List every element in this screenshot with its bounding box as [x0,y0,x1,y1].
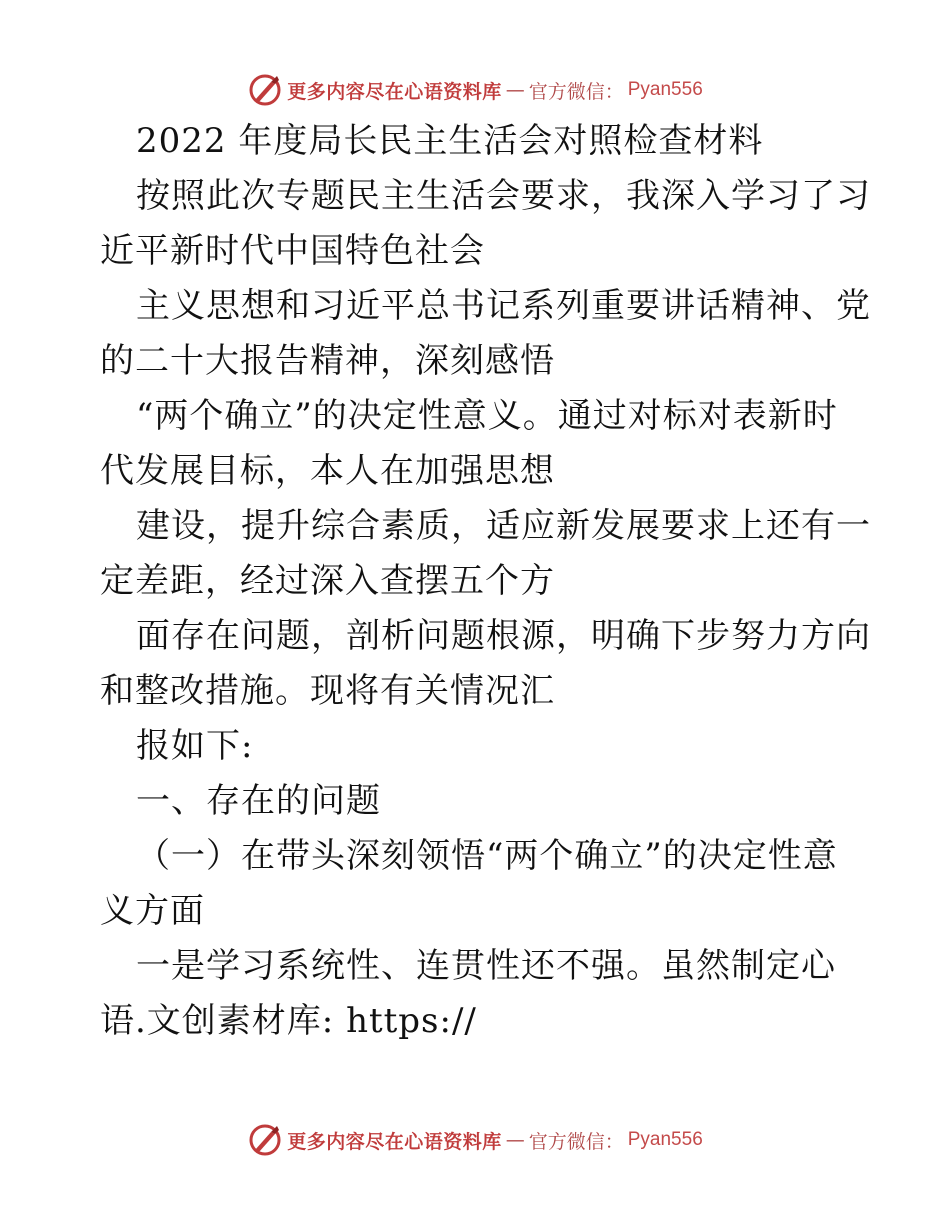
paragraph-line: 按照此次专题民主生活会要求，我深入学习了习 [136,176,871,216]
banner-separator: — [505,79,525,101]
subsection-heading: （一）在带头深刻领悟“两个确立”的决定性意 [136,836,838,876]
header-watermark-banner [0,70,950,110]
paragraph-line: 主义思想和习近平总书记系列重要讲话精神、党 [136,286,871,326]
quill-pen-logo-icon [247,72,283,108]
quill-pen-logo-icon [247,1122,283,1158]
document-title: 2022 年度局长民主生活会对照检查材料 [136,121,764,161]
paragraph-line: 代发展目标，本人在加强思想 [100,451,555,491]
paragraph-line: 报如下: [136,726,254,766]
banner-separator: — [505,1129,525,1151]
banner-wechat-id: Pyan556 [627,79,703,100]
subsection-heading-continued: 义方面 [100,891,205,931]
banner-wechat-label: 官方微信： [528,1130,624,1153]
paragraph-line: 语.文创素材库: https:// [100,1001,477,1041]
paragraph-line: 面存在问题，剖析问题根源，明确下步努力方向 [136,616,871,656]
banner-wechat-id: Pyan556 [627,1129,703,1150]
document-body [100,121,871,1057]
paragraph-line: 定差距，经过深入查摆五个方 [100,561,555,601]
banner-wechat-label: 官方微信： [528,80,624,103]
paragraph-line: “两个确立”的决定性意义。通过对标对表新时 [136,396,838,436]
footer-watermark-banner [0,1120,950,1160]
banner-main-text: 更多内容尽在心语资料库 [287,80,502,103]
paragraph-line: 近平新时代中国特色社会 [100,231,485,271]
paragraph-line: 建设，提升综合素质，适应新发展要求上还有一 [136,506,871,546]
paragraph-line: 和整改措施。现将有关情况汇 [100,671,555,711]
paragraph-line: 一是学习系统性、连贯性还不强。虽然制定心 [136,946,836,986]
section-heading: 一、存在的问题 [136,781,381,821]
banner-main-text: 更多内容尽在心语资料库 [287,1130,502,1153]
paragraph-line: 的二十大报告精神，深刻感悟 [100,341,555,381]
